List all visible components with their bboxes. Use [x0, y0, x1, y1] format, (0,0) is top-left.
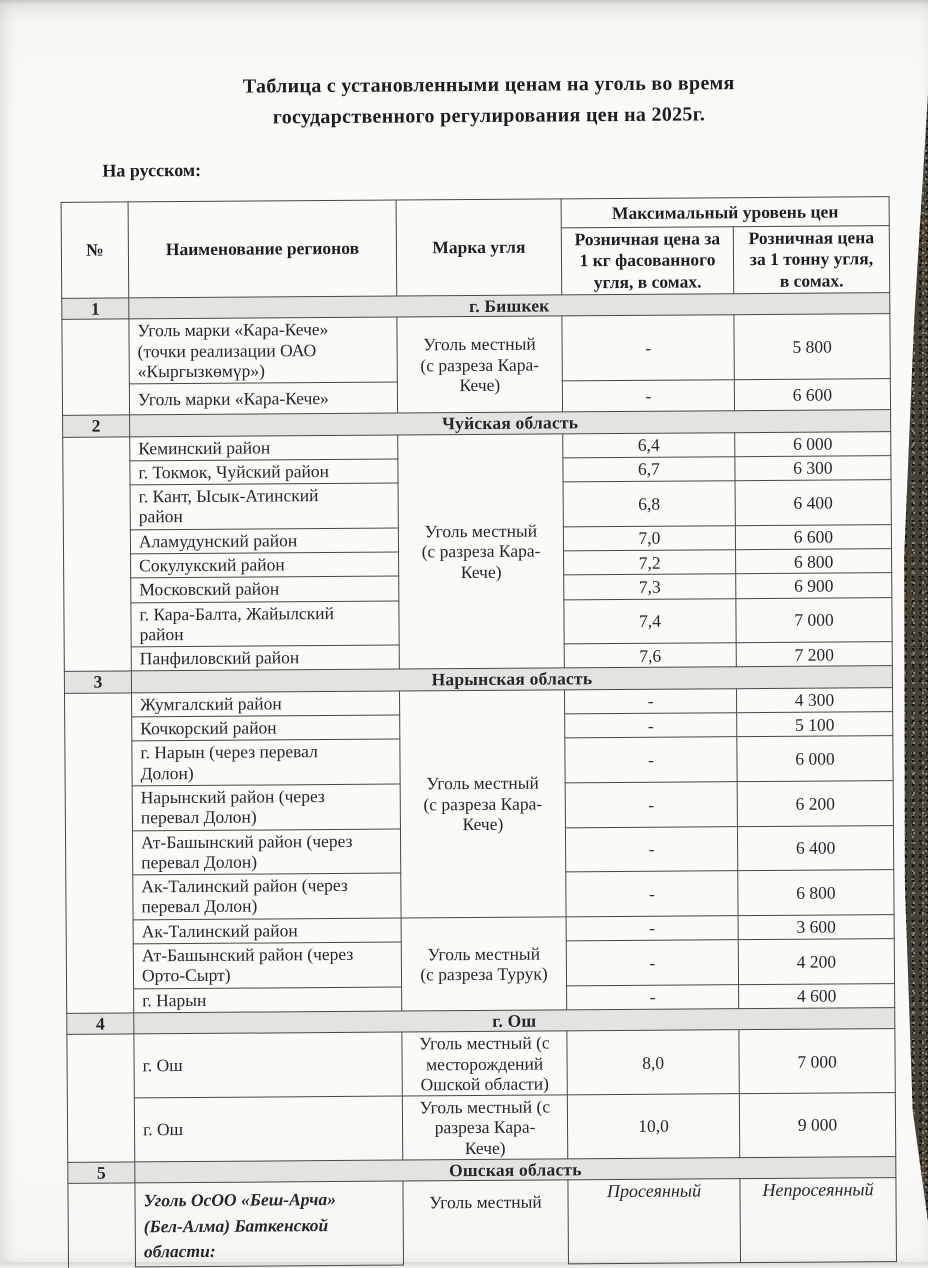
document-title	[90, 67, 888, 135]
price-kg-cell: 7,2	[564, 550, 736, 575]
brand-cell: Уголь местный (с разреза Кара- Кече)	[402, 1095, 567, 1160]
section-title: Чуйская область	[130, 410, 891, 437]
col-header-region: Наименование регионов	[128, 200, 397, 298]
table-row	[67, 1093, 895, 1163]
col-header-brand: Марка угля	[396, 199, 562, 296]
col-header-num: №	[61, 202, 129, 298]
scanner-background-texture	[894, 0, 928, 1262]
region-cell: г. Нарын	[134, 987, 402, 1013]
price-ton-cell: 9 000	[739, 1093, 895, 1158]
region-cell: Уголь марки «Кара-Кече»	[129, 382, 397, 415]
price-ton-cell: 6 400	[737, 825, 893, 871]
region-cell: Ат-Башынский район (через перевал Долон)	[132, 829, 400, 875]
num-cell	[67, 1034, 135, 1162]
region-cell: Аламудунский район	[130, 528, 398, 554]
region-cell: Кочкорский район	[132, 715, 400, 741]
price-ton-cell: 7 000	[736, 597, 892, 643]
price-ton-cell: 6 000	[737, 736, 893, 782]
section-number: 4	[67, 1013, 134, 1035]
region-cell: Ат-Башынский район (через Орто-Сырт)	[133, 942, 401, 988]
price-kg-cell: -	[562, 315, 734, 381]
price-ton-cell: 6 900	[736, 573, 892, 598]
section-number: 1	[62, 298, 129, 320]
price-kg-cell: 7,0	[563, 525, 735, 550]
price-kg-cell: Просеянный	[568, 1179, 741, 1264]
price-kg-cell: 6,4	[563, 432, 735, 457]
region-cell: г. Кара-Балта, Жайылский район	[131, 601, 399, 647]
num-cell	[63, 436, 132, 671]
price-ton-cell: 6 300	[735, 455, 891, 480]
price-kg-cell: 8,0	[567, 1030, 739, 1095]
region-cell: Ак-Талинский район (через перевал Долон)	[133, 873, 401, 919]
region-cell: Ак-Талинский район	[133, 918, 401, 944]
price-kg-cell: 6,7	[563, 457, 735, 482]
section-number: 5	[68, 1162, 135, 1184]
price-kg-cell: -	[565, 826, 737, 872]
region-cell: Панфиловский район	[131, 645, 399, 671]
price-kg-cell: -	[562, 380, 734, 412]
region-cell: Жумгалский район	[132, 691, 400, 717]
price-ton-cell: 6 200	[737, 781, 893, 827]
language-label: На русском:	[102, 159, 202, 181]
region-cell: Уголь марки «Кара-Кече» (точки реализации ОАО «Кыргызкөмүр»)	[129, 317, 397, 384]
region-cell: Уголь ОсОО «Беш-Арча» (Бел-Алма) Баткенской области:	[135, 1181, 404, 1267]
price-ton-cell: 4 300	[736, 687, 892, 712]
col-header-price-kg: Розничная цена за 1 кг фасованного угля, в сомах.	[561, 227, 733, 295]
price-ton-cell: 5 800	[734, 314, 890, 380]
col-header-max-price-group: Максимальный уровень цен	[561, 197, 889, 228]
document-title-line1: Таблица с установленными ценам на уголь во время	[242, 72, 735, 98]
price-ton-cell: 6 400	[735, 480, 891, 526]
section-number: 3	[64, 671, 131, 693]
region-cell: г. Кант, Ысык-Атинский район	[130, 483, 398, 529]
brand-cell: Уголь местный (с разреза Турук)	[401, 917, 567, 1011]
price-ton-cell: 6 600	[735, 524, 891, 549]
price-ton-cell: Непросеянный	[740, 1178, 897, 1263]
table-row	[68, 1178, 897, 1268]
price-kg-cell: -	[566, 871, 738, 917]
section-title: г. Бишкек	[129, 293, 890, 320]
price-kg-cell: 10,0	[567, 1094, 739, 1159]
section-title: Ошская область	[135, 1157, 896, 1184]
paper-sheet	[60, 67, 896, 1268]
price-ton-cell: 3 600	[738, 914, 894, 939]
price-ton-cell: 6 600	[734, 379, 890, 411]
price-ton-cell: 4 200	[738, 939, 894, 985]
price-ton-cell: 6 800	[736, 549, 892, 574]
brand-cell: Уголь местный (с месторождений Ошской области)	[402, 1031, 567, 1096]
region-cell: г. Токмок, Чуйский район	[130, 459, 398, 485]
region-cell: Нарынский район (через перевал Долон)	[132, 784, 400, 830]
num-cell	[62, 319, 130, 415]
brand-cell: Уголь местный (с разреза Кара- Кече)	[398, 433, 565, 669]
price-ton-cell: 7 200	[736, 642, 892, 667]
price-kg-cell: -	[566, 940, 738, 986]
coal-price-table	[61, 196, 897, 1268]
price-kg-cell: -	[567, 984, 739, 1009]
col-header-price-ton: Розничная цена за 1 тонну угля, в сомах.	[733, 226, 889, 294]
price-kg-cell: 7,4	[564, 598, 736, 644]
price-ton-cell: 7 000	[739, 1029, 895, 1094]
document-title-line2: государственного регулирования цен на 2025г.	[272, 103, 706, 129]
region-cell: Московский район	[131, 576, 399, 602]
price-ton-cell: 6 800	[738, 870, 894, 916]
table-row	[62, 314, 890, 385]
section-number: 2	[63, 415, 130, 437]
region-cell: Кеминский район	[130, 435, 398, 461]
section-title: Нарынская область	[131, 666, 892, 693]
price-ton-cell: 5 100	[737, 712, 893, 737]
price-kg-cell: 7,3	[564, 574, 736, 599]
price-kg-cell: 7,6	[564, 643, 736, 668]
brand-cell: Уголь местный (с разреза Кара- Кече)	[397, 316, 563, 413]
region-cell: Сокулукский район	[131, 552, 399, 578]
price-kg-cell: -	[565, 782, 737, 828]
price-kg-cell: 6,8	[563, 481, 735, 527]
price-ton-cell: 6 000	[735, 431, 891, 456]
num-cell	[65, 693, 134, 1014]
region-cell: г. Ош	[134, 1096, 402, 1162]
price-kg-cell: -	[565, 737, 737, 783]
section-title: г. Ош	[134, 1008, 895, 1035]
price-kg-cell: -	[564, 688, 736, 713]
region-cell: г. Ош	[134, 1032, 402, 1098]
table-row	[67, 1029, 895, 1099]
num-cell	[68, 1183, 136, 1268]
price-ton-cell: 4 600	[739, 983, 895, 1008]
region-cell: г. Нарын (через перевал Долон)	[132, 739, 400, 785]
price-kg-cell: -	[566, 915, 738, 940]
price-kg-cell: -	[565, 713, 737, 738]
brand-cell: Уголь местный	[403, 1180, 569, 1265]
brand-cell: Уголь местный (с разреза Кара- Кече)	[399, 690, 566, 918]
